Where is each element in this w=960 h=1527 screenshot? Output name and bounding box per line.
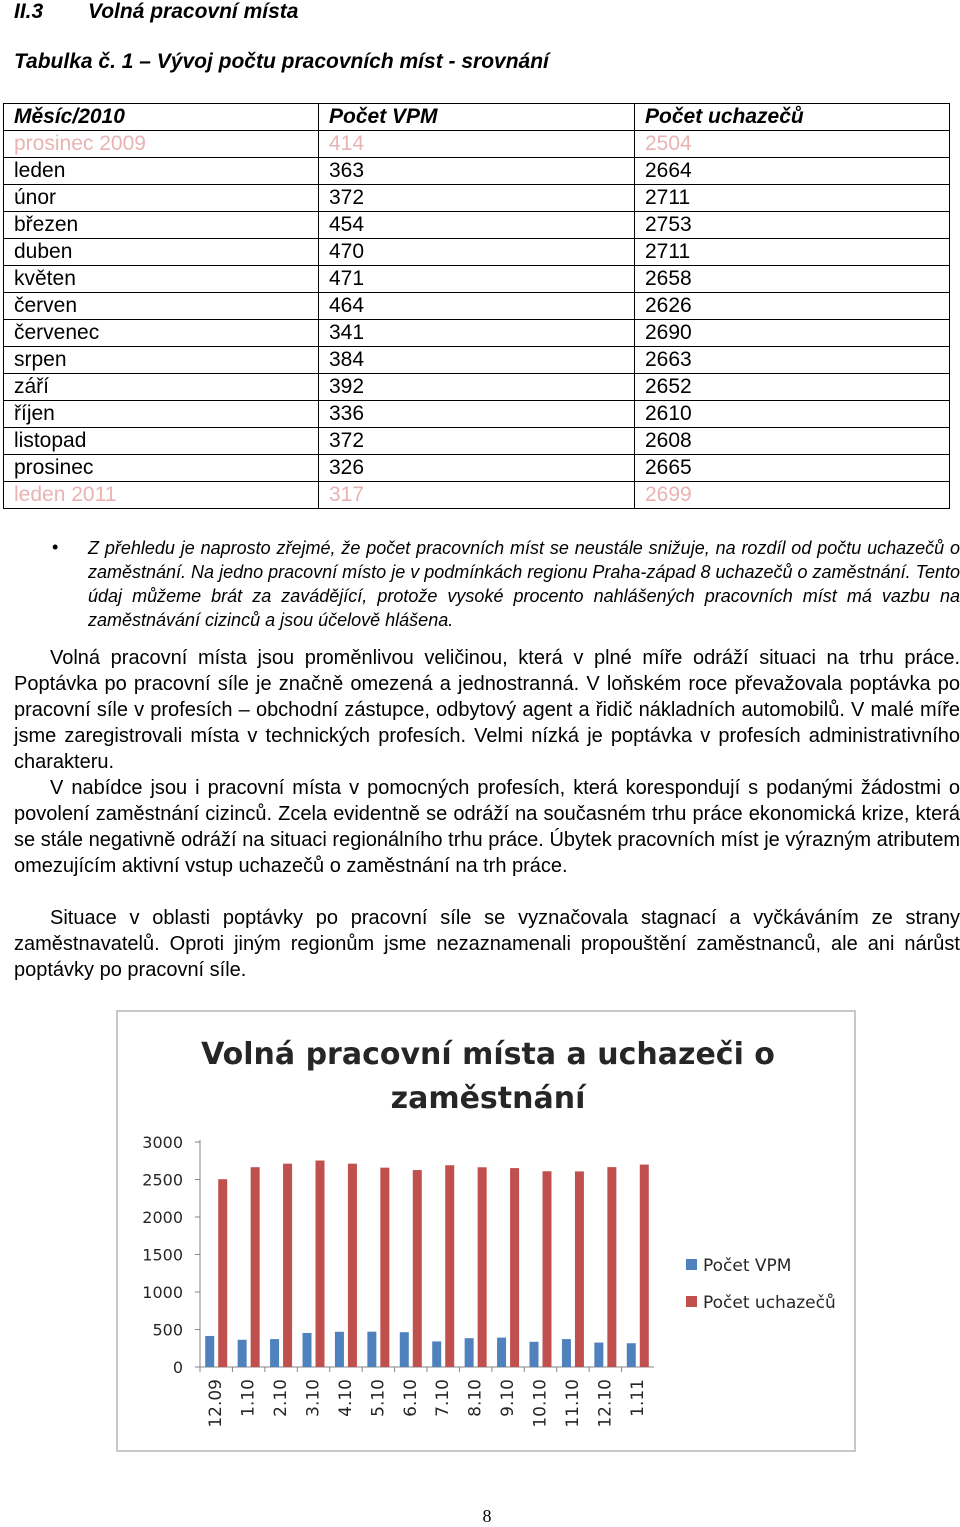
bar-applicants — [607, 1167, 616, 1367]
cell-applicants: 2665 — [635, 455, 950, 482]
table-row — [4, 239, 950, 266]
bar-applicants — [218, 1179, 227, 1367]
cell-vacancies: 372 — [319, 185, 635, 212]
bar-vacancies — [530, 1342, 539, 1367]
section-number: II.3 — [14, 0, 44, 23]
cell-applicants: 2753 — [635, 212, 950, 239]
bar-vacancies — [205, 1336, 214, 1367]
x-tick-label: 9.10 — [498, 1379, 519, 1417]
cell-applicants: 2663 — [635, 347, 950, 374]
chart-frame — [116, 1010, 856, 1452]
cell-applicants: 2699 — [635, 482, 950, 509]
cell-applicants: 2711 — [635, 185, 950, 212]
x-tick-label: 3.10 — [303, 1379, 324, 1417]
x-tick-label: 12.10 — [595, 1379, 616, 1428]
cell-applicants: 2504 — [635, 131, 950, 158]
table-row — [4, 347, 950, 374]
bar-vacancies — [497, 1338, 506, 1367]
cell-month: prosinec 2009 — [4, 131, 319, 158]
cell-applicants: 2711 — [635, 239, 950, 266]
x-tick-label: 4.10 — [335, 1379, 356, 1417]
body-paragraph — [14, 905, 960, 983]
cell-month: červen — [4, 293, 319, 320]
cell-month: září — [4, 374, 319, 401]
x-tick-label: 11.10 — [562, 1379, 583, 1428]
y-tick-label: 3000 — [142, 1133, 183, 1152]
bar-vacancies — [562, 1339, 571, 1367]
body-paragraph — [14, 645, 960, 775]
cell-month: duben — [4, 239, 319, 266]
table-row — [4, 428, 950, 455]
cell-vacancies: 454 — [319, 212, 635, 239]
legend-label: Počet uchazečů — [703, 1293, 836, 1313]
table-caption: Tabulka č. 1 – Vývoj počtu pracovních míst - srovnání — [14, 50, 549, 73]
y-tick-label: 1500 — [142, 1245, 183, 1265]
bar-applicants — [478, 1167, 487, 1367]
x-tick-label: 6.10 — [400, 1379, 421, 1417]
cell-vacancies: 471 — [319, 266, 635, 293]
cell-vacancies: 336 — [319, 401, 635, 428]
cell-month: březen — [4, 212, 319, 239]
cell-vacancies: 317 — [319, 482, 635, 509]
table-row — [4, 131, 950, 158]
bar-vacancies — [335, 1332, 344, 1367]
jobs-table — [3, 103, 950, 509]
cell-applicants: 2658 — [635, 266, 950, 293]
cell-applicants: 2664 — [635, 158, 950, 185]
header-applicants: Počet uchazečů — [635, 104, 950, 131]
y-tick-label: 2000 — [142, 1208, 183, 1227]
cell-month: květen — [4, 266, 319, 293]
bar-applicants — [575, 1171, 584, 1367]
bar-applicants — [316, 1161, 325, 1367]
chart-title: Volná pracovní místa a uchazeči o — [201, 1037, 775, 1072]
table-row — [4, 212, 950, 239]
cell-vacancies: 363 — [319, 158, 635, 185]
cell-month: únor — [4, 185, 319, 212]
chart-title: zaměstnání — [390, 1081, 586, 1116]
cell-vacancies: 372 — [319, 428, 635, 455]
cell-vacancies: 392 — [319, 374, 635, 401]
bar-applicants — [445, 1165, 454, 1367]
y-tick-label: 1000 — [142, 1283, 183, 1302]
bar-vacancies — [367, 1332, 376, 1367]
legend-swatch — [686, 1296, 697, 1307]
cell-vacancies: 341 — [319, 320, 635, 347]
bar-vacancies — [627, 1343, 636, 1367]
paragraph-text: Volná pracovní místa jsou proměnlivou veličinou, která v plné míře odráží situaci na trhu práce. Poptávka po pracovní síle je značně omezená a jednostranná. V loňském roce převažovala poptávka po pracovní síle v profesích – obchodní zástupce, odbytový agent a řidič nákladních automobilů. V malé míře jsme zaregistrovali místa v technických profesích. Velmi nízká je poptávka v profesích administrativního charakteru. — [14, 647, 960, 773]
bar-applicants — [283, 1164, 292, 1367]
x-tick-label: 12.09 — [206, 1379, 227, 1428]
bar-applicants — [348, 1164, 357, 1367]
bullet-paragraph: Z přehledu je naprosto zřejmé, že počet pracovních míst se neustále snižuje, na rozdíl od počtu uchazečů o zaměstnání. Na jedno pracovní místo je v podmínkách regionu Praha-západ 8 uchazečů o zaměstnání. Tento údaj můžeme brát za zavádějící, protože vysoké procento nahlášených pracovních míst má vazbu na zaměstnávání cizinců a jsou účelově hlášena. — [88, 538, 960, 630]
table-row — [4, 482, 950, 509]
legend-swatch — [686, 1259, 697, 1270]
header-month: Měsíc/2010 — [4, 104, 319, 131]
paragraph-text: Situace v oblasti poptávky po pracovní síle se vyznačovala stagnací a vyčkáváním ze strany zaměstnavatelů. Oproti jiným regionům jsme nezaznamenali propouštění zaměstnanců, ale ani nárůst poptávky po pracovní síle. — [14, 907, 960, 981]
bar-vacancies — [465, 1338, 474, 1367]
cell-vacancies: 384 — [319, 347, 635, 374]
table-row — [4, 158, 950, 185]
section-heading — [14, 0, 298, 24]
table-row — [4, 401, 950, 428]
cell-applicants: 2652 — [635, 374, 950, 401]
bar-vacancies — [432, 1341, 441, 1367]
paragraph-text: V nabídce jsou i pracovní místa v pomocných profesích, která korespondují s podanými žádostmi o povolení zaměstnání cizinců. Zcela evidentně se odráží na současném trhu práce ekonomická krize, která se stále negativně odráží na situaci regionálního trhu práce. Úbytek pracovních míst je výrazným atributem omezujícím aktivní vstup uchazečů o zaměstnání na trh práce. — [14, 777, 960, 877]
cell-month: leden 2011 — [4, 482, 319, 509]
bar-vacancies — [238, 1340, 247, 1367]
table-row — [4, 374, 950, 401]
cell-vacancies: 414 — [319, 131, 635, 158]
cell-month: listopad — [4, 428, 319, 455]
page-number: 8 — [482, 1506, 492, 1526]
bar-vacancies — [270, 1339, 279, 1367]
bar-applicants — [510, 1168, 519, 1367]
bar-applicants — [251, 1167, 260, 1367]
cell-applicants: 2690 — [635, 320, 950, 347]
bar-vacancies — [594, 1343, 603, 1367]
cell-applicants: 2610 — [635, 401, 950, 428]
bar-applicants — [543, 1171, 552, 1367]
y-tick-label: 2500 — [142, 1170, 183, 1190]
y-tick-label: 0 — [172, 1358, 183, 1377]
x-tick-label: 1.11 — [627, 1379, 648, 1417]
table-row — [4, 455, 950, 482]
bullet-dot-icon: • — [52, 537, 59, 557]
cell-vacancies: 470 — [319, 239, 635, 266]
table-row — [4, 320, 950, 347]
cell-applicants: 2626 — [635, 293, 950, 320]
x-tick-label: 8.10 — [465, 1379, 486, 1417]
bar-applicants — [640, 1165, 649, 1367]
x-tick-label: 7.10 — [433, 1379, 454, 1417]
x-tick-label: 1.10 — [238, 1379, 259, 1417]
legend-label: Počet VPM — [703, 1256, 792, 1276]
cell-month: říjen — [4, 401, 319, 428]
cell-month: červenec — [4, 320, 319, 347]
header-vacancies: Počet VPM — [319, 104, 635, 131]
table-header-row — [4, 104, 950, 131]
x-tick-label: 10.10 — [530, 1379, 551, 1428]
cell-vacancies: 326 — [319, 455, 635, 482]
cell-vacancies: 464 — [319, 293, 635, 320]
x-tick-label: 2.10 — [271, 1379, 292, 1417]
table-row — [4, 266, 950, 293]
y-tick-label: 500 — [152, 1320, 183, 1340]
cell-month: prosinec — [4, 455, 319, 482]
bar-applicants — [380, 1168, 389, 1367]
table-row — [4, 293, 950, 320]
x-tick-label: 5.10 — [368, 1379, 389, 1417]
table-row — [4, 185, 950, 212]
cell-applicants: 2608 — [635, 428, 950, 455]
section-title: Volná pracovní místa — [88, 0, 299, 23]
body-paragraph — [14, 775, 960, 879]
bar-vacancies — [303, 1333, 312, 1367]
bar-applicants — [413, 1170, 422, 1367]
bar-chart — [118, 1012, 854, 1450]
cell-month: leden — [4, 158, 319, 185]
bar-vacancies — [400, 1332, 409, 1367]
cell-month: srpen — [4, 347, 319, 374]
